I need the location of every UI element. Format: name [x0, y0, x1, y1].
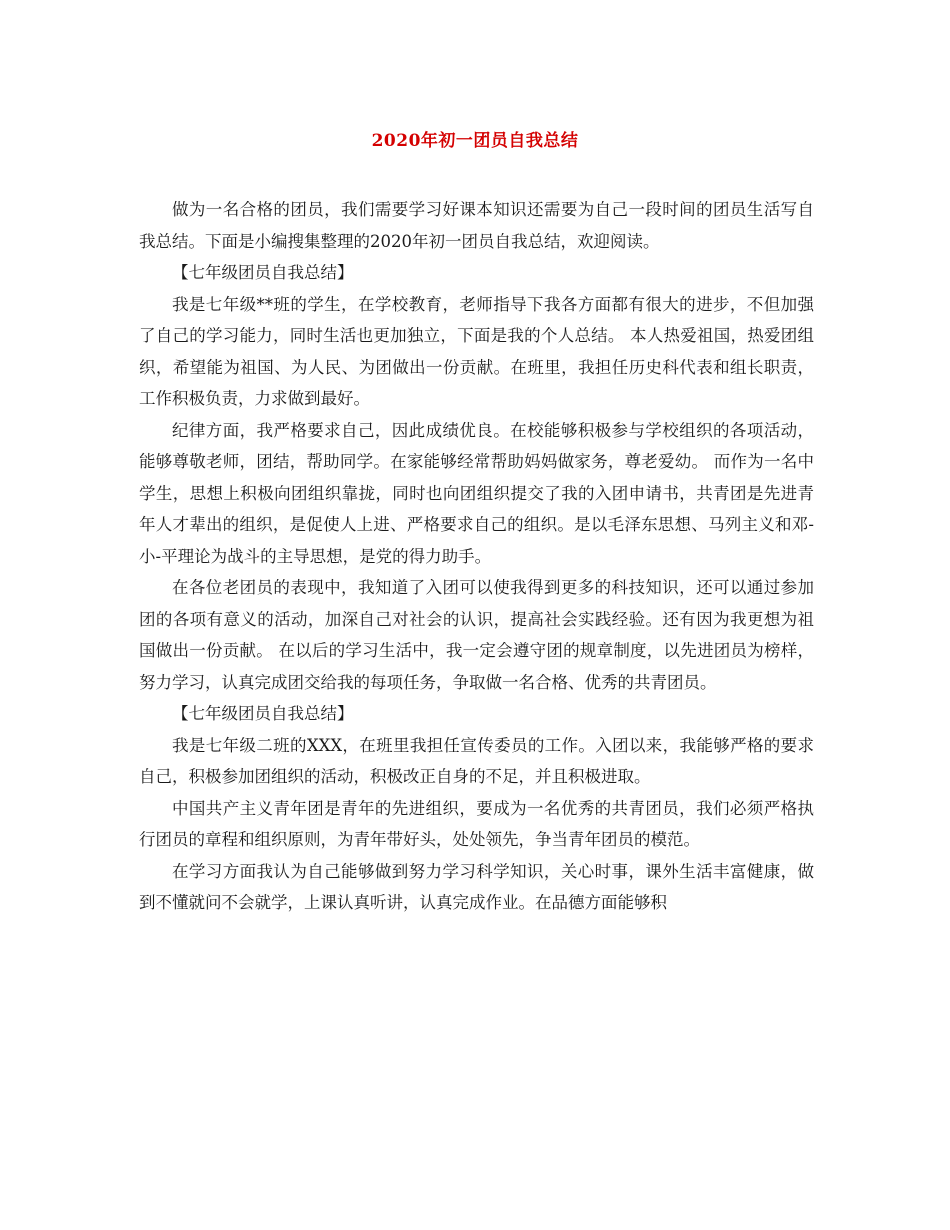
section-heading-2: 【七年级团员自我总结】: [172, 704, 354, 723]
paragraph: 在各位老团员的表现中，我知道了入团可以使我得到更多的科技知识，还可以通过参加团的各项有意义的活动，加深自己对社会的认识，提高社会实践经验。还有因为我更想为祖国做出一份贡献。 在以后的学习生活中，我一定会遵守团的规章制度，以先进团员为榜样，努力学习，认真完成团交给我的每项任务，争取做一名合格、优秀的共青团员。: [139, 578, 814, 692]
document-body: [139, 194, 814, 919]
section-heading-1: 【七年级团员自我总结】: [172, 263, 354, 282]
paragraph: 我是七年级二班的XXX，在班里我担任宣传委员的工作。入团以来，我能够严格的要求自己，积极参加团组织的活动，积极改正自身的不足，并且积极进取。: [139, 735, 814, 786]
paragraph: 纪律方面，我严格要求自己，因此成绩优良。在校能够积极参与学校组织的各项活动，能够尊敬老师，团结，帮助同学。在家能够经常帮助妈妈做家务，尊老爱幼。 而作为一名中学生，思想上积极向团组织靠拢，同时也向团组织提交了我的入团申请书，共青团是先进青年人才辈出的组织，是促使人上进、严格要求自己的组织。是以毛泽东思想、马列主义和邓-小-平理论为战斗的主导思想，是党的得力助手。: [139, 420, 814, 566]
paragraph: 在学习方面我认为自己能够做到努力学习科学知识，关心时事，课外生活丰富健康，做到不懂就问不会就学，上课认真听讲，认真完成作业。在品德方面能够积: [139, 861, 814, 912]
page-title: 2020年初一团员自我总结: [371, 131, 579, 151]
paragraph-intro: 做为一名合格的团员，我们需要学习好课本知识还需要为自己一段时间的团员生活写自我总结。下面是小编搜集整理的2020年初一团员自我总结，欢迎阅读。: [139, 200, 814, 251]
paragraph: 中国共产主义青年团是青年的先进组织，要成为一名优秀的共青团员，我们必须严格执行团员的章程和组织原则，为青年带好头，处处领先，争当青年团员的模范。: [139, 798, 814, 849]
paragraph: 我是七年级**班的学生，在学校教育，老师指导下我各方面都有很大的进步，不但加强了自己的学习能力，同时生活也更加独立，下面是我的个人总结。 本人热爱祖国，热爱团组织，希望能为祖国、为人民、为团做出一份贡献。在班里，我担任历史科代表和组长职责，工作积极负责，力求做到最好。: [139, 294, 814, 408]
